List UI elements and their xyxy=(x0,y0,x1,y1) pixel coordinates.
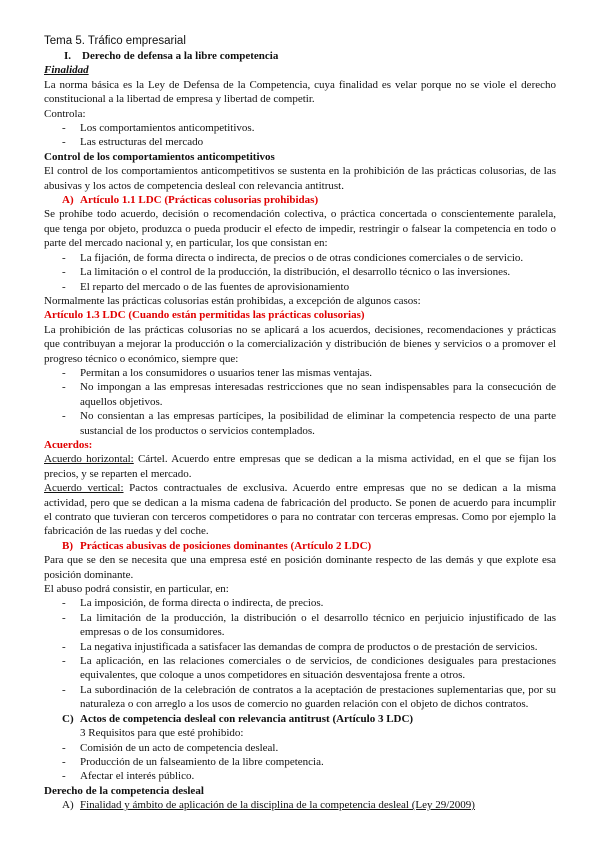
controla-label: Controla: xyxy=(44,107,86,120)
list-item: - El reparto del mercado o de las fuentes de aprovisionamiento xyxy=(44,280,556,294)
art3-letter: C) xyxy=(62,712,74,725)
list-item: - Afectar el interés público. xyxy=(44,769,556,783)
desleal-subheading xyxy=(44,798,556,812)
acuerdo-horizontal-text: Cártel. Acuerdo entre empresas que se dedican a la misma actividad, en el que se fijan los precios, y se reparten el mercado. xyxy=(44,453,556,480)
list-item: - La subordinación de la celebración de contratos a la aceptación de prestaciones suplementarias que, por su naturaleza o con arreglo a los usos de comercio no guarden relación con el objeto de dichos contratos. xyxy=(44,683,556,712)
list-item: - La limitación de la producción, la distribución o el desarrollo técnico en perjuicio injustificado de las empresas o de los consumidores. xyxy=(44,611,556,640)
list-item: - Comisión de un acto de competencia desleal. xyxy=(44,741,556,755)
art11-text: Se prohíbe todo acuerdo, decisión o recomendación colectiva, o práctica concertada o conscientemente paralela, que tenga por objeto, produzca o pueda producir el efecto de impedir, restringir o falsear la competencia en todo o parte del mercado nacional y, en particular, los que consistan en: xyxy=(44,208,556,250)
page-header: Tema 5. Tráfico empresarial xyxy=(44,35,186,47)
art11-title: Artículo 1.1 LDC (Prácticas colusorias prohibidas) xyxy=(80,194,319,207)
art11-letter: A) xyxy=(62,194,74,207)
control-heading: Control de los comportamientos anticompetitivos xyxy=(44,150,275,163)
acuerdo-vertical xyxy=(44,481,556,539)
control-text: El control de los comportamientos anticompetitivos se sustenta en la prohibición de las prácticas colusorias, de las abusivas y los actos de competencia desleal con relevancia antitrust. xyxy=(44,165,556,192)
art13-heading: Artículo 1.3 LDC (Cuando están permitidas las prácticas colusorias) xyxy=(44,309,365,322)
desleal-title: Finalidad y ámbito de aplicación de la disciplina de la competencia desleal (Ley 29/2009) xyxy=(80,799,475,812)
desleal-letter: A) xyxy=(62,799,74,812)
list-item: - La negativa injustificada a satisfacer las demandas de compra de productos o de prestación de servicios. xyxy=(44,640,556,654)
art3-heading xyxy=(44,712,556,726)
art13-text: La prohibición de las prácticas colusorias no se aplicará a los acuerdos, decisiones, recomendaciones y prácticas que contribuyan a mejorar la producción o la comercialización y distribución de bienes y servicios o a promover el progreso técnico o económico, siempre que: xyxy=(44,323,556,365)
list-item: - No impongan a las empresas interesadas restricciones que no sean indispensables para la consecución de aquellos objetivos. xyxy=(44,380,556,409)
art3-requisitos: 3 Requisitos para que esté prohibido: xyxy=(80,727,244,740)
acuerdo-vertical-text: Pactos contractuales de exclusiva. Acuerdo entre empresas que no se dedican a la misma actividad, pero que se dedican a la misma cadena de fabricación del producto. Se ponen de acuerdo para incumplir el contrato que tuvieran con terceros competidores o para no contratar con terceras empresas. Como por ejemplo la fabricación de las ruedas y del coche. xyxy=(44,482,556,538)
list-item: - Los comportamientos anticompetitivos. xyxy=(44,121,556,135)
art3-title: Actos de competencia desleal con relevancia antitrust (Artículo 3 LDC) xyxy=(80,712,414,725)
art2-intro: El abuso podrá consistir, en particular, en: xyxy=(44,583,229,596)
art2-heading xyxy=(44,539,556,553)
finalidad-text: La norma básica es la Ley de Defensa de la Competencia, cuya finalidad es velar porque no se viole el derecho constitucional a la libertad de empresa y libertad de competir. xyxy=(44,78,556,106)
finalidad-heading: Finalidad xyxy=(44,64,89,77)
acuerdo-vertical-label: Acuerdo vertical: xyxy=(44,482,124,495)
list-item: - La fijación, de forma directa o indirecta, de precios o de otras condiciones comerciales o de servicio. xyxy=(44,251,556,265)
list-item: - Las estructuras del mercado xyxy=(44,135,556,149)
art2-letter: B) xyxy=(62,539,73,552)
list-item: - La imposición, de forma directa o indirecta, de precios. xyxy=(44,596,556,610)
art2-text: Para que se den se necesita que una empresa esté en posición dominante respecto de las demás y que explote esa posición dominante. xyxy=(44,554,556,581)
list-item: - La aplicación, en las relaciones comerciales o de servicios, de condiciones desiguales para prestaciones equivalentes, que coloque a unos competidores en situación desventajosa frente a otros. xyxy=(44,654,556,683)
acuerdo-horizontal xyxy=(44,452,556,481)
list-item: - La limitación o el control de la producción, la distribución, el desarrollo técnico o las inversiones. xyxy=(44,265,556,279)
art11-after: Normalmente las prácticas colusorias están prohibidas, a excepción de algunos casos: xyxy=(44,294,421,307)
section-title: Derecho de defensa a la libre competencia xyxy=(82,50,279,62)
section-heading xyxy=(44,49,556,63)
art11-heading xyxy=(44,193,556,207)
section-number: I. xyxy=(64,50,72,62)
list-item: - No consientan a las empresas partícipes, la posibilidad de eliminar la competencia respecto de una parte sustancial de los productos o servicios contemplados. xyxy=(44,409,556,438)
list-item: - Producción de un falseamiento de la libre competencia. xyxy=(44,755,556,769)
list-item: - Permitan a los consumidores o usuarios tener las mismas ventajas. xyxy=(44,366,556,380)
acuerdo-horizontal-label: Acuerdo horizontal: xyxy=(44,453,134,466)
desleal-heading: Derecho de la competencia desleal xyxy=(44,784,204,797)
art2-title: Prácticas abusivas de posiciones dominantes (Artículo 2 LDC) xyxy=(80,539,372,552)
acuerdos-heading: Acuerdos: xyxy=(44,438,93,451)
